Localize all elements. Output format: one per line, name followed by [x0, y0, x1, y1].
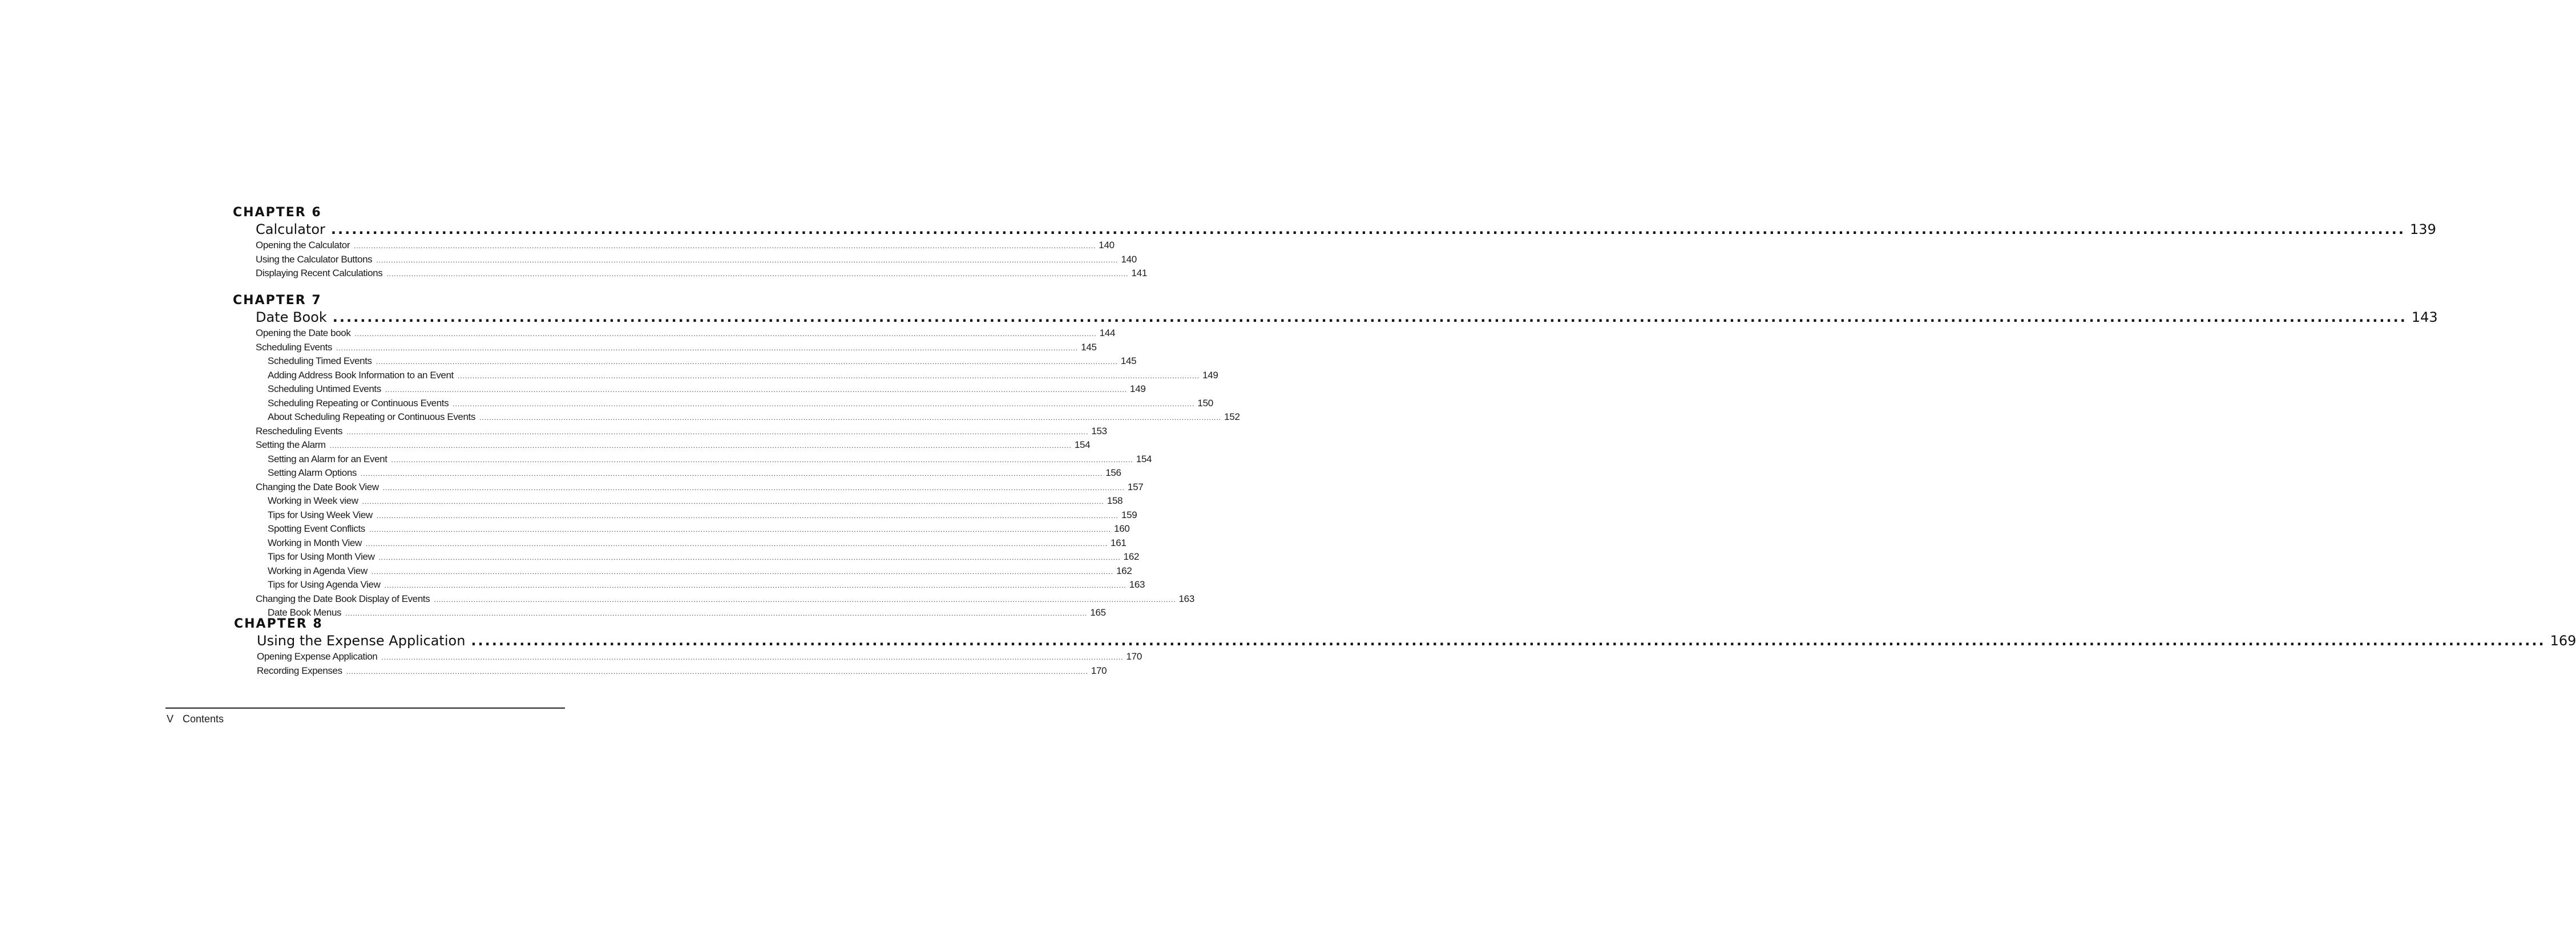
entry-title: Date Book Menus [268, 607, 342, 618]
toc-entry [256, 425, 1107, 440]
toc-entry [256, 467, 1121, 482]
toc-entry [256, 495, 1123, 510]
entry-title: Scheduling Events [256, 341, 333, 353]
toc-entry [256, 253, 1137, 268]
chapter-title-row [257, 633, 2576, 651]
dot-leader: ............................................................................................................................................................................................................................................................................................................ [346, 427, 1089, 436]
dot-leader: ............................................................................................................................................................................................................................................................................................................ [479, 414, 1222, 422]
toc-entry [256, 537, 1127, 552]
toc-entry [256, 355, 1137, 370]
toc-entry [256, 593, 1194, 608]
entry-title: Using the Calculator Buttons [256, 253, 373, 265]
entry-title: Spotting Event Conflicts [268, 523, 365, 534]
toc-entry [256, 481, 1144, 496]
chapter-label: CHAPTER 7 [233, 293, 322, 308]
entry-page-number: 170 [1091, 665, 1107, 676]
toc-entry [256, 268, 1148, 282]
entry-title: Opening the Date book [256, 328, 351, 338]
dot-leader: ............................................................................................................................................................................................................................................................................................................ [386, 270, 1129, 278]
entry-page-number: 144 [1099, 328, 1116, 338]
entry-page-number: 145 [1120, 355, 1137, 366]
toc-entry [256, 523, 1130, 537]
entry-page-number: 161 [1111, 537, 1127, 548]
entry-title: Tips for Using Week View [268, 509, 373, 520]
entry-title: Working in Month View [268, 537, 362, 548]
chapter-page-number: 143 [2411, 309, 2438, 325]
entry-title: Adding Address Book Information to an Event [268, 369, 454, 381]
entry-page-number: 163 [1178, 593, 1194, 604]
footer-section-name: Contents [183, 713, 224, 725]
dot-leader: ............................................................................................................................................................................................................................................................................................................ [365, 539, 1108, 548]
dot-leader: ............................................................................................................................................................................................................................................................................................................ [382, 483, 1125, 492]
dot-leader: ............................................................................................................................................................................................................................................................................................................ [453, 399, 1195, 408]
dot-leader: ............................................................................................................................................................................................................................................................................................................ [336, 343, 1079, 352]
entry-title: Rescheduling Events [256, 425, 343, 436]
entry-title: Tips for Using Month View [268, 551, 375, 562]
entry-page-number: 162 [1123, 551, 1140, 562]
dot-leader: ............................................................................................................................................................................................................................................................................................................ [329, 442, 1072, 450]
chapter-title: Calculator [256, 221, 325, 237]
entry-title: Setting an Alarm for an Event [268, 453, 387, 464]
toc-entry [257, 651, 1142, 665]
entry-page-number: 165 [1090, 607, 1106, 618]
entry-list [257, 651, 1142, 679]
entry-title: Scheduling Untimed Events [268, 383, 381, 394]
footer-page-number: V [167, 713, 174, 725]
toc-entry [256, 439, 1091, 454]
entry-title: Changing the Date Book Display of Events [256, 593, 430, 604]
dot-leader: ............................................................................................................................................................................................................................................................................................................ [371, 567, 1114, 576]
dot-leader: ............................................................................................................................................................................................................................................................................................................ [369, 525, 1112, 533]
entry-title: Displaying Recent Calculations [256, 268, 383, 278]
dot-leader: ............................................................................................................................................................................................................................................................................................................ [384, 581, 1127, 589]
dot-leader: ............................................................................................................................................................................................................................................................................................................ [381, 653, 1124, 661]
dot-leader: ............................................................................................................................................................................................................................................................................................................ [378, 553, 1121, 561]
toc-entry [256, 341, 1097, 356]
dot-leader: ............................................................................................................................................................................................................................................................................................................ [345, 609, 1088, 617]
dot-leader: ............................................................................................................................................................................................................................................................................................................ [362, 498, 1104, 506]
entry-page-number: 140 [1099, 240, 1115, 250]
entry-page-number: 141 [1131, 268, 1148, 278]
toc-entry [257, 665, 1107, 680]
entry-page-number: 170 [1126, 651, 1142, 662]
chapter-title-row [256, 221, 2436, 240]
entry-title: About Scheduling Repeating or Continuous Events [268, 411, 475, 422]
dot-leader: ............................................................................................................................................................................................................................................................................................................ [330, 221, 2406, 237]
dot-leader: ............................................................................................................................................................................................................................................................................................................ [471, 633, 2546, 649]
dot-leader: ............................................................................................................................................................................................................................................................................................................ [391, 455, 1133, 464]
entry-page-number: 152 [1224, 411, 1240, 422]
entry-page-number: 153 [1091, 425, 1107, 436]
toc-entry [256, 397, 1213, 412]
chapter-label: CHAPTER 8 [234, 617, 323, 631]
entry-page-number: 140 [1121, 253, 1137, 265]
toc-entry [256, 240, 1115, 254]
entry-page-number: 150 [1197, 397, 1213, 409]
chapter-page-number: 139 [2410, 221, 2436, 237]
chapter-title: Using the Expense Application [257, 633, 466, 649]
dot-leader: ............................................................................................................................................................................................................................................................................................................ [354, 330, 1097, 338]
entry-title: Changing the Date Book View [256, 481, 379, 492]
entry-title: Setting the Alarm [256, 439, 326, 450]
entry-page-number: 145 [1081, 341, 1097, 353]
toc-entry [256, 579, 1145, 593]
page-footer [167, 713, 224, 725]
dot-leader: ............................................................................................................................................................................................................................................................................................................ [346, 667, 1088, 676]
toc-entry [256, 551, 1140, 565]
entry-page-number: 156 [1105, 467, 1121, 478]
dot-leader: ............................................................................................................................................................................................................................................................................................................ [376, 358, 1118, 366]
chapter-label: CHAPTER 6 [233, 205, 322, 220]
toc-entry [256, 453, 1152, 468]
dot-leader: ............................................................................................................................................................................................................................................................................................................ [385, 386, 1128, 394]
entry-page-number: 160 [1114, 523, 1130, 534]
entry-title: Working in Week view [268, 495, 358, 506]
dot-leader: ............................................................................................................................................................................................................................................................................................................ [376, 511, 1119, 520]
entry-page-number: 154 [1074, 439, 1091, 450]
dot-leader: ............................................................................................................................................................................................................................................................................................................ [361, 470, 1103, 478]
dot-leader: ............................................................................................................................................................................................................................................................................................................ [457, 371, 1200, 380]
entry-list [256, 328, 1240, 621]
entry-title: Scheduling Timed Events [268, 355, 372, 366]
dot-leader: ............................................................................................................................................................................................................................................................................................................ [434, 595, 1176, 604]
entry-page-number: 154 [1136, 453, 1152, 464]
toc-entry [256, 565, 1132, 580]
entry-title: Scheduling Repeating or Continuous Events [268, 397, 449, 409]
entry-page-number: 162 [1116, 565, 1132, 576]
entry-page-number: 163 [1129, 579, 1145, 590]
footer-rule [165, 707, 565, 709]
entry-title: Recording Expenses [257, 665, 342, 676]
entry-title: Working in Agenda View [268, 565, 368, 576]
chapter-title-row [256, 309, 2438, 328]
entry-title: Tips for Using Agenda View [268, 579, 381, 590]
toc-entry [256, 383, 1146, 398]
entry-page-number: 149 [1202, 369, 1218, 381]
toc-entry [256, 328, 1116, 342]
toc-entry [256, 369, 1218, 384]
entry-title: Opening the Calculator [256, 240, 350, 250]
entry-page-number: 158 [1107, 495, 1123, 506]
toc-entry [256, 509, 1137, 524]
dot-leader: ............................................................................................................................................................................................................................................................................................................ [354, 242, 1096, 250]
chapter-title: Date Book [256, 309, 327, 325]
entry-list [256, 240, 1148, 282]
chapter-page-number: 169 [2550, 633, 2576, 649]
entry-page-number: 149 [1130, 383, 1146, 394]
entry-title: Setting Alarm Options [268, 467, 357, 478]
dot-leader: ............................................................................................................................................................................................................................................................................................................ [376, 256, 1119, 264]
entry-page-number: 159 [1121, 509, 1137, 520]
toc-entry [256, 411, 1240, 426]
entry-page-number: 157 [1127, 481, 1144, 492]
dot-leader: ............................................................................................................................................................................................................................................................................................................ [332, 309, 2407, 325]
entry-title: Opening Expense Application [257, 651, 378, 662]
